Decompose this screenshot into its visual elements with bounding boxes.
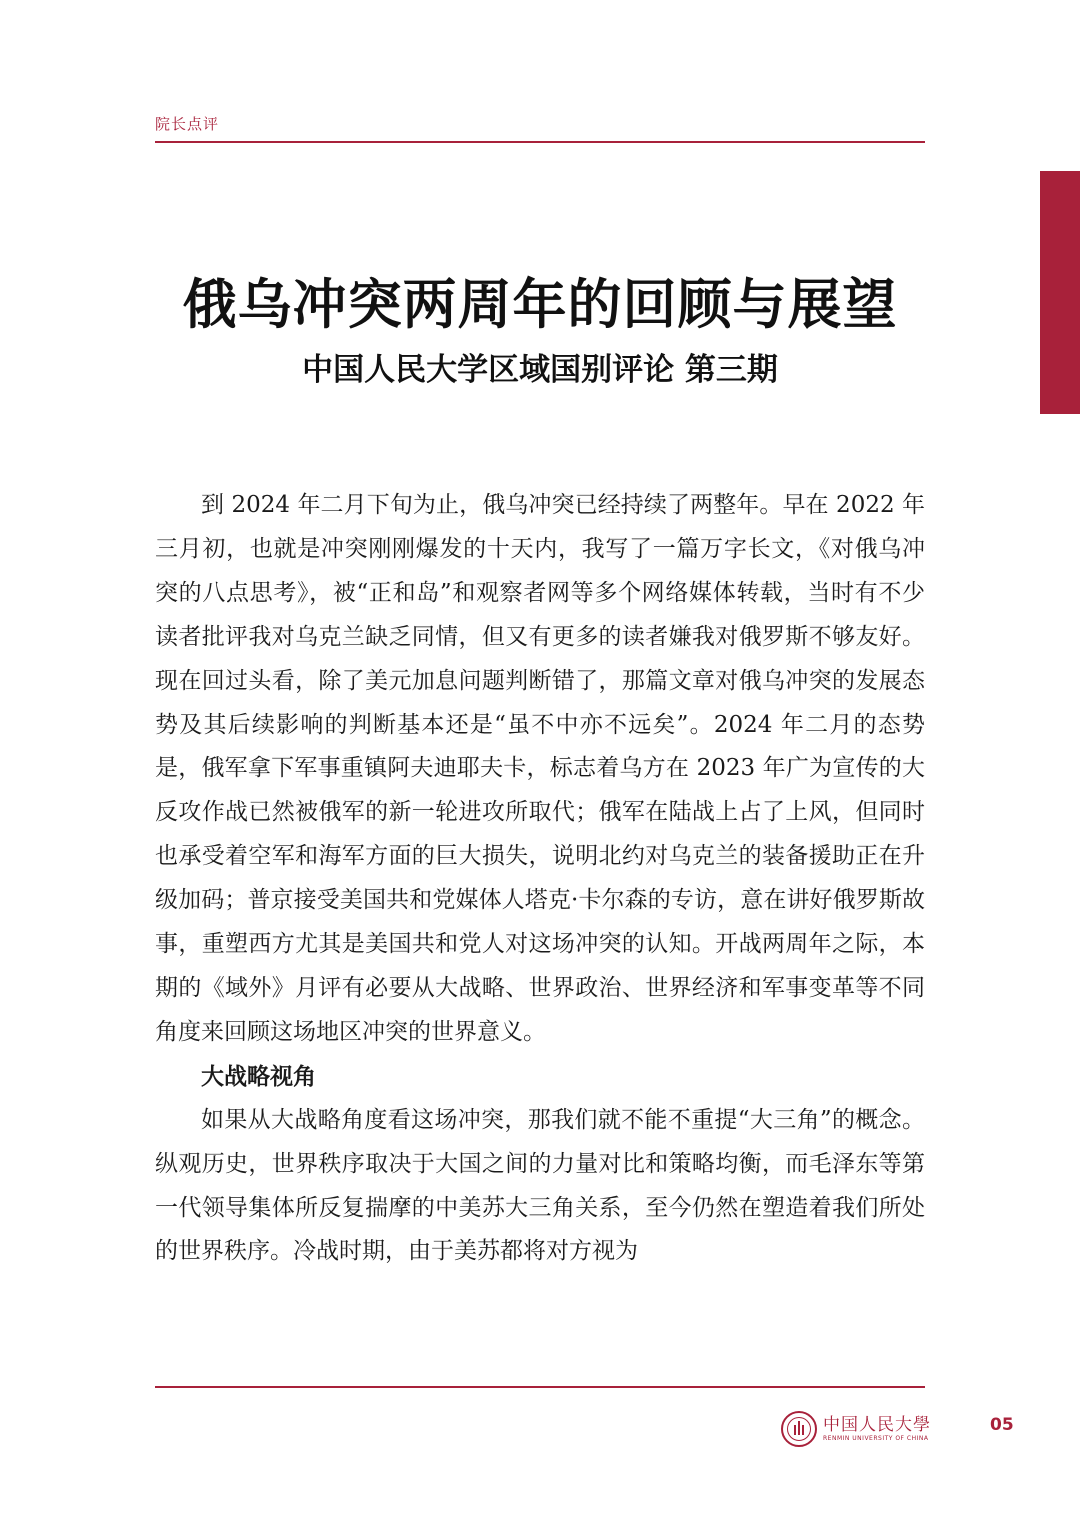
university-logo [781,1409,931,1449]
seal-icon [781,1411,817,1447]
page-number: 05 [990,1415,1014,1435]
header-rule [155,141,925,143]
section-heading: 大战略视角 [201,1062,316,1090]
page-subtitle: 中国人民大学区域国别评论 第三期 [302,352,778,388]
logo-text-en: RENMIN UNIVERSITY OF CHINA [823,1435,929,1442]
paragraph: 到 2024 年二月下旬为止，俄乌冲突已经持续了两整年。早在 2022 年三月初，也就是冲突刚刚爆发的十天内，我写了一篇万字长文，《对俄乌冲突的八点思考》，被“正和岛”和观察者网等多个网络媒体转载，当时有不少读者批评我对乌克兰缺乏同情，但又有更多的读者嫌我对俄罗斯不够友好。现在回过头看，除了美元加息问题判断错了，那篇文章对俄乌冲突的发展态势及其后续影响的判断基本还是“虽不中亦不远矣”。2024 年二月的态势是，俄军拿下军事重镇阿夫迪耶夫卡，标志着乌方在 2023 年广为宣传的大反攻作战已然被俄军的新一轮进攻所取代；俄军在陆战上占了上风，但同时也承受着空军和海军方面的巨大损失，说明北约对乌克兰的装备援助正在升级加码；普京接受美国共和党媒体人塔克·卡尔森的专访，意在讲好俄罗斯故事，重塑西方尤其是美国共和党人对这场冲突的认知。开战两周年之际，本期的《域外》月评有必要从大战略、世界政治、世界经济和军事变革等不同角度来回顾这场地区冲突的世界意义。 [155,492,925,1045]
article-body [155,484,925,1274]
paragraph: 如果从大战略角度看这场冲突，那我们就不能不重提“大三角”的概念。纵观历史，世界秩序取决于大国之间的力量对比和策略均衡，而毛泽东等第一代领导集体所反复揣摩的中美苏大三角关系，至今仍然在塑造着我们所处的世界秩序。冷战时期，由于美苏都将对方视为 [155,1106,925,1265]
logo-text-cn: 中国人民大學 [823,1415,931,1435]
footer-rule [155,1386,925,1388]
page-title: 俄乌冲突两周年的回顾与展望 [182,272,898,336]
section-label: 院长点评 [155,115,220,133]
